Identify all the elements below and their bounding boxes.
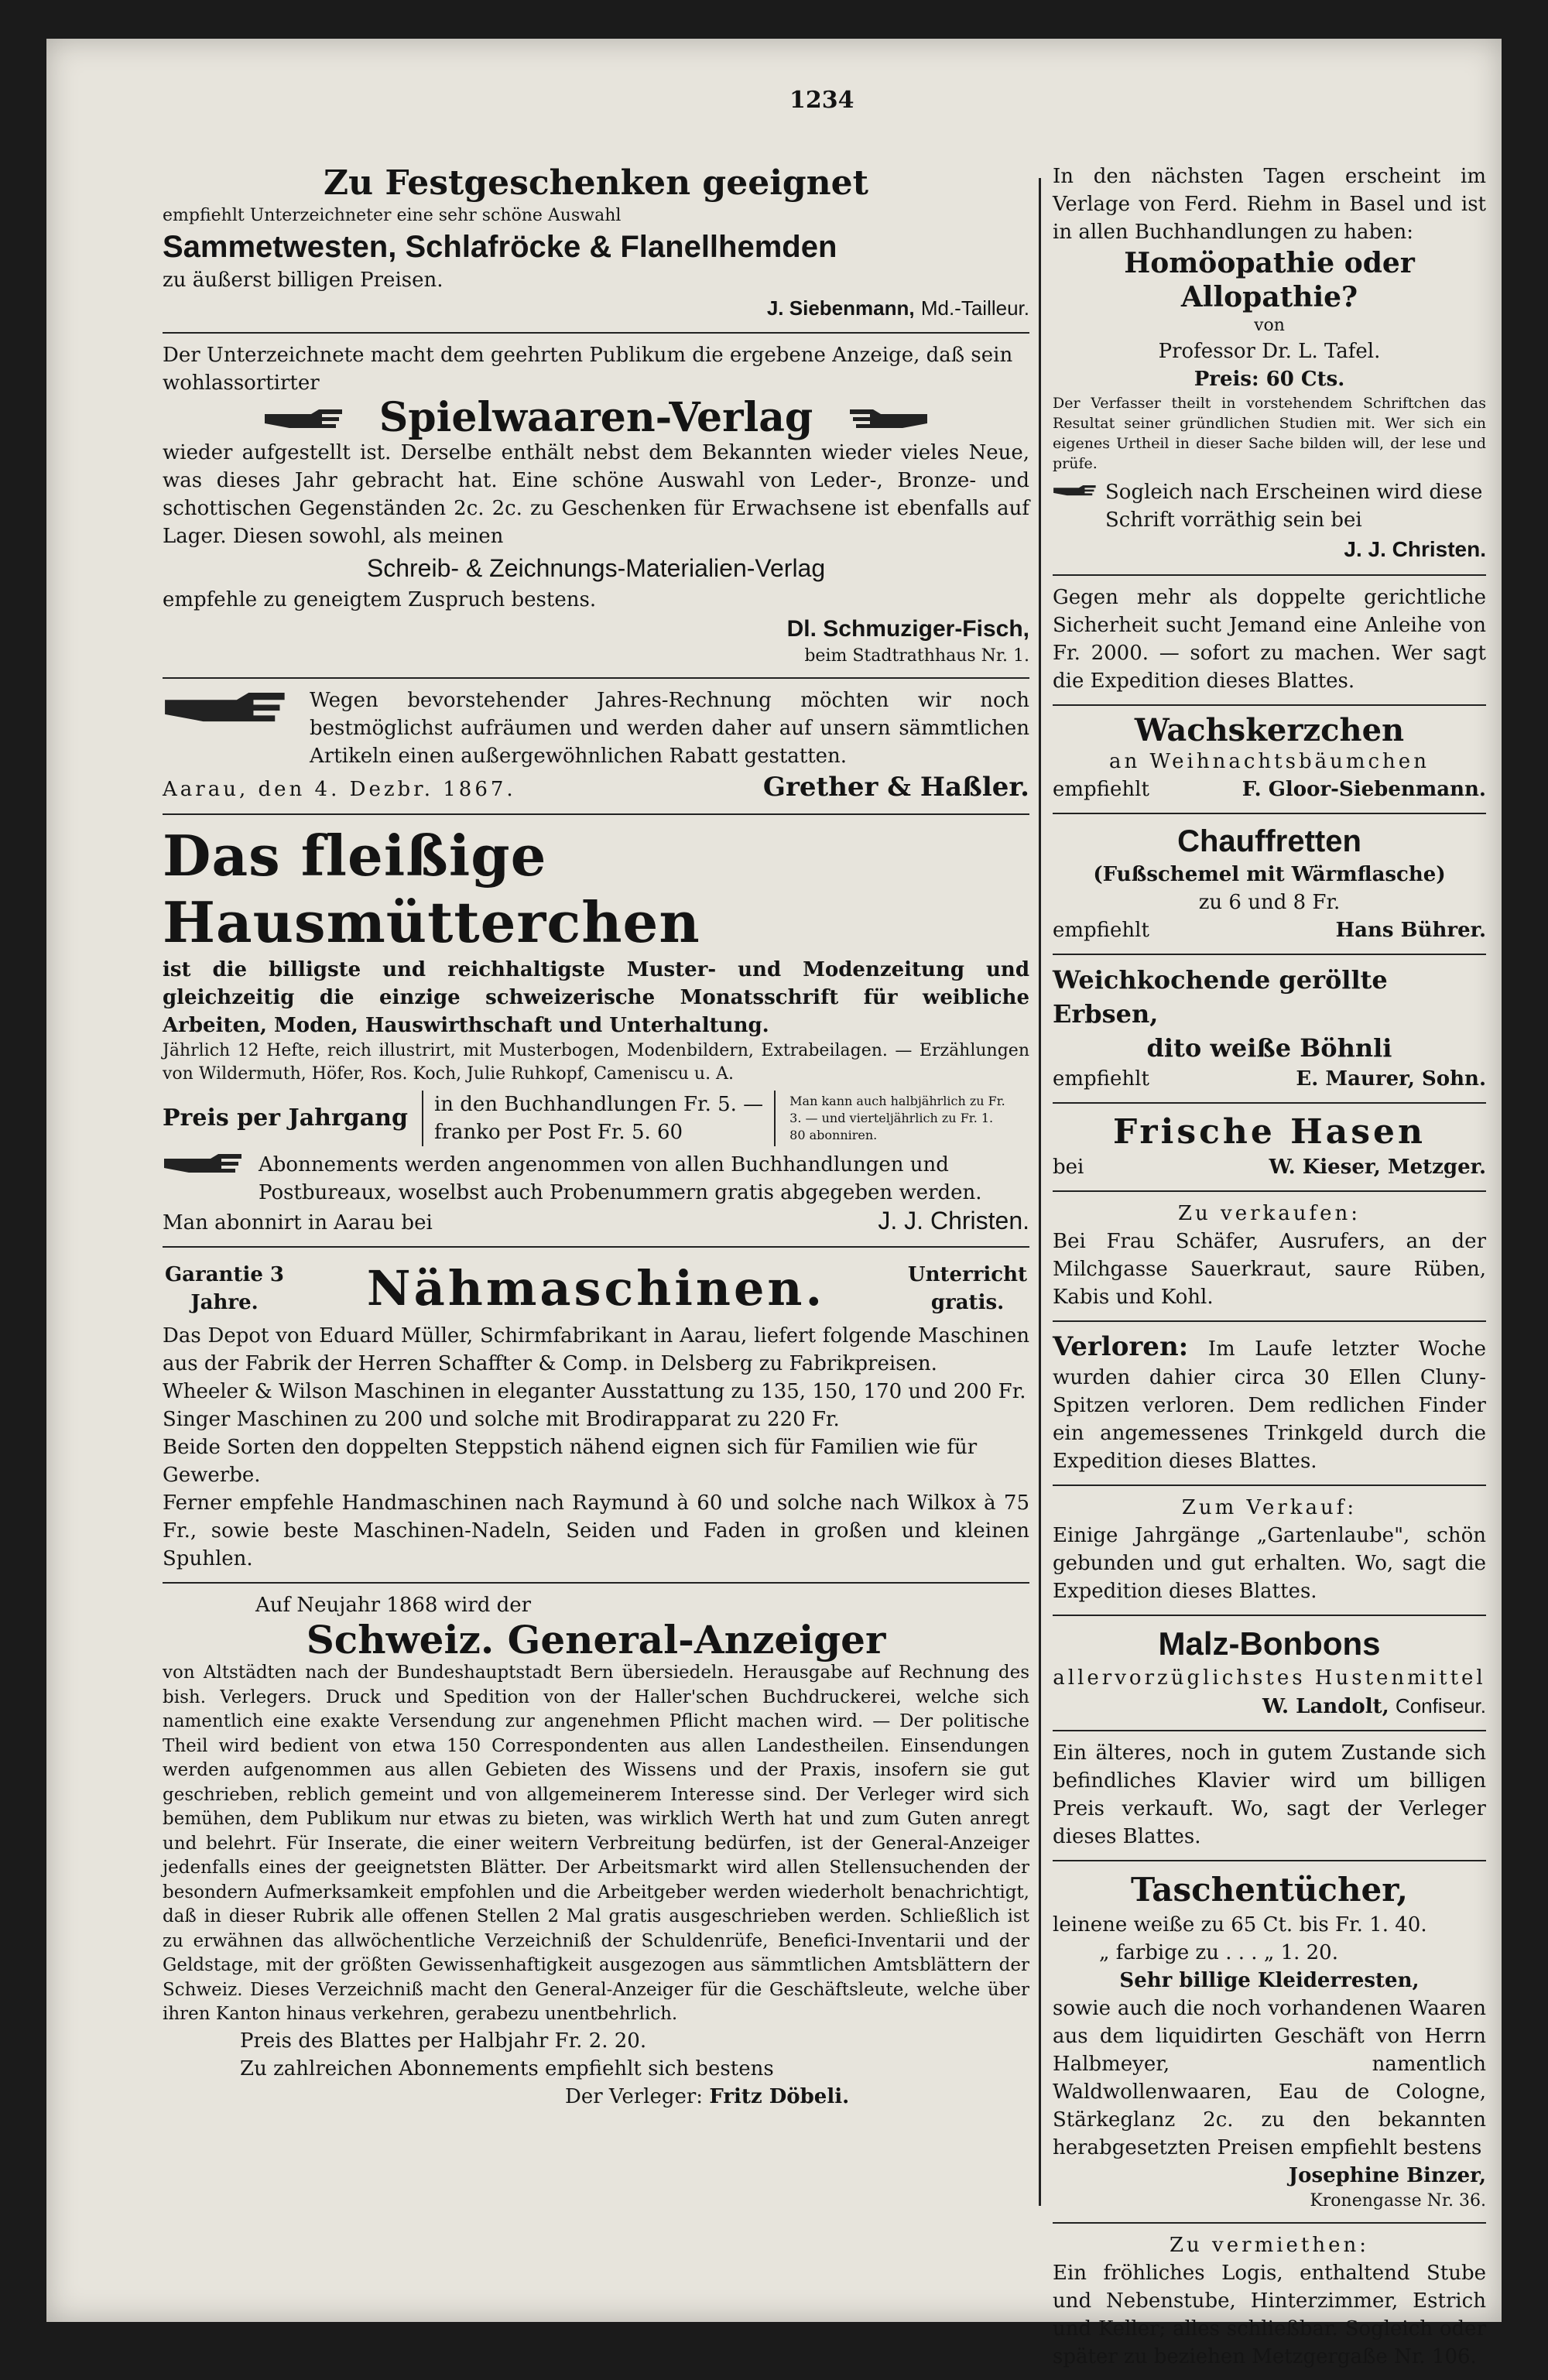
ad-gartenlaube xyxy=(1053,1486,1486,1616)
ad-body: Gegen mehr als doppelte gerichtliche Sicherheit sucht Jemand eine Anleihe von Fr. 2000. — sofort zu machen. Wer sagt die Expedition dieses Blattes. xyxy=(1053,586,1486,693)
ad-spielwaaren xyxy=(163,334,1029,679)
ad-verkaufen xyxy=(1053,1192,1486,1322)
ad-subheadline: Schreib- & Zeichnungs-Materialien-Verlag xyxy=(366,554,826,582)
ad-signature: J. Siebenmann, Md.-Tailleur. xyxy=(766,296,1029,320)
ad-footer xyxy=(1053,916,1486,944)
ad-homoeopathie xyxy=(1053,155,1486,576)
ad-signature: Dl. Schmuziger-Fisch, xyxy=(786,616,1029,642)
lessons-label: Unterricht gratis. xyxy=(907,1263,1028,1314)
pointing-hand-right-icon xyxy=(1053,478,1099,502)
ad-close: empfehle zu geneigtem Zuspruch bestens. xyxy=(163,588,597,611)
ad-erbsen xyxy=(1053,955,1486,1104)
subscribe-row xyxy=(163,1151,1029,1207)
ad-taschentuecher xyxy=(1053,1861,1486,2224)
ad-price: Preis: 60 Cts. xyxy=(1194,368,1345,391)
ad-label: empfiehlt xyxy=(1053,778,1149,801)
ad-signature: J. J. Christen. xyxy=(878,1207,1029,1235)
ad-intro: empfiehlt Unterzeichneter eine sehr schöne Auswahl xyxy=(163,206,622,225)
ad-title: Wachskerzchen xyxy=(1134,712,1405,748)
ad-title: Frische Hasen xyxy=(1112,1112,1426,1152)
ad-title: Homöopathie oder Allopathie? xyxy=(1124,247,1415,313)
ad-signature: F. Gloor-Siebenmann. xyxy=(1241,778,1486,801)
price-bookshop: in den Buchhandlungen Fr. 5. — xyxy=(433,1093,764,1116)
ad-price: Preis des Blattes per Halbjahr Fr. 2. 20. xyxy=(240,2029,647,2053)
ad-footer xyxy=(163,1207,1029,1237)
ad-label: empfiehlt xyxy=(1053,919,1149,942)
ad-signature: Hans Bührer. xyxy=(1335,919,1486,942)
ad-body-row xyxy=(163,687,1029,770)
ad-sub: (Fußschemel mit Wärmflasche) xyxy=(1093,863,1446,886)
right-column xyxy=(1053,155,1486,2380)
ad-line-1: leinene weiße zu 65 Ct. bis Fr. 1. 40. xyxy=(1053,1913,1427,1937)
ad-products: Sammetwesten, Schlafröcke & Flanellhemden xyxy=(163,230,837,264)
ad-hausmuetterchen xyxy=(163,815,1029,1248)
ad-intro: In den nächsten Tagen erscheint im Verlage von Ferd. Riehm in Basel und ist in allen Buchhandlungen zu haben: xyxy=(1053,165,1486,244)
ad-stock: Sogleich nach Erscheinen wird diese Schrift vorräthig sein bei xyxy=(1105,481,1483,532)
column-divider xyxy=(1039,178,1041,2206)
ad-general-anzeiger xyxy=(163,1584,1029,2120)
ad-signature: Grether & Haßler. xyxy=(762,772,1029,803)
newspaper-page xyxy=(46,39,1502,2368)
ad-naehmaschinen xyxy=(163,1248,1029,1584)
ad-anleihe xyxy=(1053,576,1486,706)
pointing-hand-right-icon xyxy=(263,406,348,430)
ad-headline: Spielwaaren-Verlag xyxy=(378,394,813,441)
left-column xyxy=(163,155,1029,2120)
ad-signature: Der Verleger: Fritz Döbeli. xyxy=(565,2084,850,2108)
ad-body: Verloren: Im Laufe letzter Woche wurden dahier circa 30 Ellen Cluny-Spitzen verloren. Dem redlichen Finder ein angemessenes Trinkgeld durch die Expedition dieses Blattes. xyxy=(1053,1331,1486,1473)
ad-stock-row xyxy=(1053,478,1486,534)
ad-footer xyxy=(1053,1153,1486,1181)
ad-address: beim Stadtrathhaus Nr. 1. xyxy=(804,646,1029,666)
ad-title: Chauffretten xyxy=(1177,824,1361,858)
ad-by: von xyxy=(1254,316,1285,335)
ad-body: Ein fröhliches Logis, enthaltend Stube und Nebenstube, Hinterzimmer, Estrich und Keller; alles schließbar. Sogleich oder später zu beziehen Metzgergaße Nr. 106. xyxy=(1053,2262,1486,2368)
ad-body: von Altstädten nach der Bundeshauptstadt Bern übersiedeln. Herausgabe auf Rechnung des bish. Verlegers. Druck und Spedition von der Haller'schen Buchdruckerei, welche sich namentlich eine exakte Versendung zur angenehmen Pflicht machen wird. — Der politische Theil wird bedient von etwa 150 Correspondenten aus allen Landestheilen. Einsendungen werden aufgenommen aus allen Gebieten des Wissens und der Praxis, insofern sie gut geschrieben, reblich gemeint und von allgemeinerem Interesse sind. Der Verleger wird sich bemühen, dem Publikum nur etwas zu bieten, was wirklich Werth hat und zum Guten anregt und belehrt. Für Inserate, die einer weitern Verbreitung bedürfen, ist der General-Anzeiger jedenfalls eines der geeignetsten Blätter. Der Arbeitsmarkt wird allen Stellensuchenden der besondern Aufmerksamkeit empfohlen und die Arbeitgeber werden wiederholt benachrichtigt, daß in dieser Rubrik alle offenen Stellen 2 Mal gratis ausgeschrieben werden. Schließlich ist zu erwähnen das allwöchentliche Verzeichniß der Schuldenrüfe, Benefici-Inventarii und der Geldstage, mit der größten Gewissenhaftigkeit ausgezogen aus sämmtlichen Amtsblättern der Schweiz. Dieses Verzeichniß macht den General-Anzeiger für die Geschäftsleute, welche über ihren Kanton hinaus verkehren, gerabezu unentbehrlich. xyxy=(163,1663,1029,2024)
ad-body: wieder aufgestellt ist. Derselbe enthält nebst dem Bekannten wieder vieles Neue, was dieses Jahr gebracht hat. Eine schöne Auswahl von Leder-, Bronze- und schottischen Gegenständen 2c. 2c. zu Geschenken für Erwachsene ist ebenfalls auf Lager. Diesen sowohl, als meinen xyxy=(163,441,1029,548)
ad-title: Zu Festgeschenken geeignet xyxy=(324,163,868,203)
ad-signature: E. Maurer, Sohn. xyxy=(1296,1067,1486,1091)
ad-body: Einige Jahrgänge „Gartenlaube", schön gebunden und gut erhalten. Wo, sagt die Expedition dieses Blattes. xyxy=(1053,1524,1486,1603)
ad-line-2: „ farbige zu . . . „ 1. 20. xyxy=(1099,1941,1338,1964)
ad-signature: Josephine Binzer, xyxy=(1288,2164,1486,2187)
ad-label: bei xyxy=(1053,1156,1084,1179)
ad-footer xyxy=(163,770,1029,804)
ad-intro: Auf Neujahr 1868 wird der xyxy=(255,1594,532,1617)
ad-details: Jährlich 12 Hefte, reich illustrirt, mit Musterbogen, Modenbildern, Extrabeilagen. — Erzählungen von Wildermuth, Höfer, Ros. Koch, Julie Ruhkopf, Cameniscu u. A. xyxy=(163,1041,1029,1084)
ad-sub: allervorzüglichstes Hustenmittel xyxy=(1053,1666,1486,1690)
ad-line-2: dito weiße Böhnli xyxy=(1146,1033,1392,1063)
price-post: franko per Post Fr. 5. 60 xyxy=(433,1121,683,1144)
guarantee-label: Garantie 3 Jahre. xyxy=(164,1263,285,1314)
ad-headline-row xyxy=(163,394,1029,441)
ad-address: Kronengasse Nr. 36. xyxy=(1310,2191,1486,2210)
ad-dateline: Aarau, den 4. Dezbr. 1867. xyxy=(163,778,516,801)
ad-verloren xyxy=(1053,1322,1486,1486)
pointing-hand-right-icon xyxy=(163,687,294,725)
ad-title: Zu verkaufen: xyxy=(1177,1202,1361,1225)
ad-local: Man abonnirt in Aarau bei xyxy=(163,1211,433,1235)
ad-signature: W. Landolt, Confiseur. xyxy=(1262,1694,1486,1718)
ad-signature: W. Kieser, Metzger. xyxy=(1269,1156,1486,1179)
ad-body-1: Das Depot von Eduard Müller, Schirmfabrikant in Aarau, liefert folgende Maschinen aus der Fabrik der Herren Schaffter & Comp. in Delsberg zu Fabrikpreisen. xyxy=(163,1324,1029,1375)
ad-grether xyxy=(163,679,1029,815)
ad-footer xyxy=(1053,776,1486,803)
ad-price: zu 6 und 8 Fr. xyxy=(1198,891,1341,914)
ad-body: sowie auch die noch vorhandenen Waaren aus dem liquidirten Geschäft von Herrn Halbmeyer, namentlich Waldwollenwaaren, Eau de Cologne, Stärkeglanz 2c. zu den bekannten herabgesetzten Preisen empfiehlt bestens xyxy=(1053,1997,1486,2159)
ad-body: Wegen bevorstehender Jahres-Rechnung möchten wir noch bestmöglichst aufräumen und werden daher auf unsern sämmtlichen Artikeln einen außergewöhnlichen Rabatt gestatten. xyxy=(310,689,1029,768)
ad-intro: Der Unterzeichnete macht dem geehrten Publikum die ergebene Anzeige, daß sein wohlassortirter xyxy=(163,344,1013,395)
ad-festgeschenke xyxy=(163,155,1029,334)
price-label: Preis per Jahrgang xyxy=(163,1104,408,1132)
ad-price-note: zu äußerst billigen Preisen. xyxy=(163,269,444,292)
ad-body-5: Ferner empfehle Handmaschinen nach Raymund à 60 und solche nach Wilkox à 75 Fr., sowie beste Maschinen-Nadeln, Seiden und Faden in großen und kleinen Spuhlen. xyxy=(163,1491,1029,1570)
pointing-hand-right-icon xyxy=(163,1151,248,1174)
ad-line-1: Weichkochende geröllte Erbsen, xyxy=(1053,965,1388,1029)
ad-hasen xyxy=(1053,1104,1486,1192)
ad-footer xyxy=(1053,1065,1486,1093)
ad-vermiethen xyxy=(1053,2224,1486,2380)
ad-author: Professor Dr. L. Tafel. xyxy=(1158,340,1381,363)
ad-sub: an Weihnachtsbäumchen xyxy=(1109,750,1430,773)
ad-price-block xyxy=(163,1091,1029,1146)
ad-headline: Schweiz. General-Anzeiger xyxy=(306,1617,886,1663)
ad-headline: Nähmaschinen. xyxy=(366,1260,826,1317)
ad-label: empfiehlt xyxy=(1053,1067,1149,1091)
pointing-hand-left-icon xyxy=(844,406,929,430)
ad-subscribe: Abonnements werden angenommen von allen Buchhandlungen und Postbureaux, woselbst auch Probenummern gratis abgegeben werden. xyxy=(259,1153,982,1204)
ad-chauffretten xyxy=(1053,814,1486,955)
ad-close: Zu zahlreichen Abonnements empfiehlt sich bestens xyxy=(240,2056,774,2080)
ad-signature: J. J. Christen. xyxy=(1344,537,1486,561)
ad-body: ist die billigste und reichhaltigste Muster- und Modenzeitung und gleichzeitig die einzige schweizerische Monatsschrift für weibliche Arbeiten, Moden, Hauswirthschaft und Unterhaltung. xyxy=(163,958,1029,1037)
ad-malz-bonbons xyxy=(1053,1616,1486,1731)
ad-body: Ein älteres, noch in gutem Zustande sich befindliches Klavier wird um billigen Preis verkauft. Wo, sagt der Verleger dieses Blattes. xyxy=(1053,1741,1486,1848)
price-options xyxy=(422,1091,776,1146)
ad-body-3: Singer Maschinen zu 200 und solche mit Brodirapparat zu 220 Fr. xyxy=(163,1408,840,1431)
ad-body-4: Beide Sorten den doppelten Steppstich nähend eignen sich für Familien wie für Gewerbe. xyxy=(163,1436,978,1487)
ad-description: Der Verfasser theilt in vorstehendem Schriftchen das Resultat seiner gründlichen Studien mit. Wer sich ein eigenes Urtheil in dieser Sache bilden will, der lese und prüfe. xyxy=(1053,395,1486,472)
ad-sub: Sehr billige Kleiderresten, xyxy=(1119,1969,1420,1992)
price-note: Man kann auch halbjährlich zu Fr. 3. — und vierteljährlich zu Fr. 1. 80 abonniren. xyxy=(789,1094,1005,1142)
ad-header xyxy=(163,1255,1029,1322)
ad-title: Zum Verkauf: xyxy=(1181,1496,1358,1519)
ad-wachskerzchen xyxy=(1053,706,1486,814)
ad-klavier xyxy=(1053,1731,1486,1861)
ad-title: Malz-Bonbons xyxy=(1158,1625,1381,1662)
ad-body-2: Wheeler & Wilson Maschinen in eleganter Ausstattung zu 135, 150, 170 und 200 Fr. xyxy=(163,1380,1026,1403)
ad-body: Bei Frau Schäfer, Ausrufers, an der Milchgasse Sauerkraut, saure Rüben, Kabis und Kohl. xyxy=(1053,1230,1486,1309)
ad-headline: Das fleißige Hausmütterchen xyxy=(163,823,700,955)
page-number: 1234 xyxy=(789,87,854,114)
ad-title: Zu vermiethen: xyxy=(1169,2234,1370,2257)
ad-title: Taschentücher, xyxy=(1131,1871,1408,1909)
